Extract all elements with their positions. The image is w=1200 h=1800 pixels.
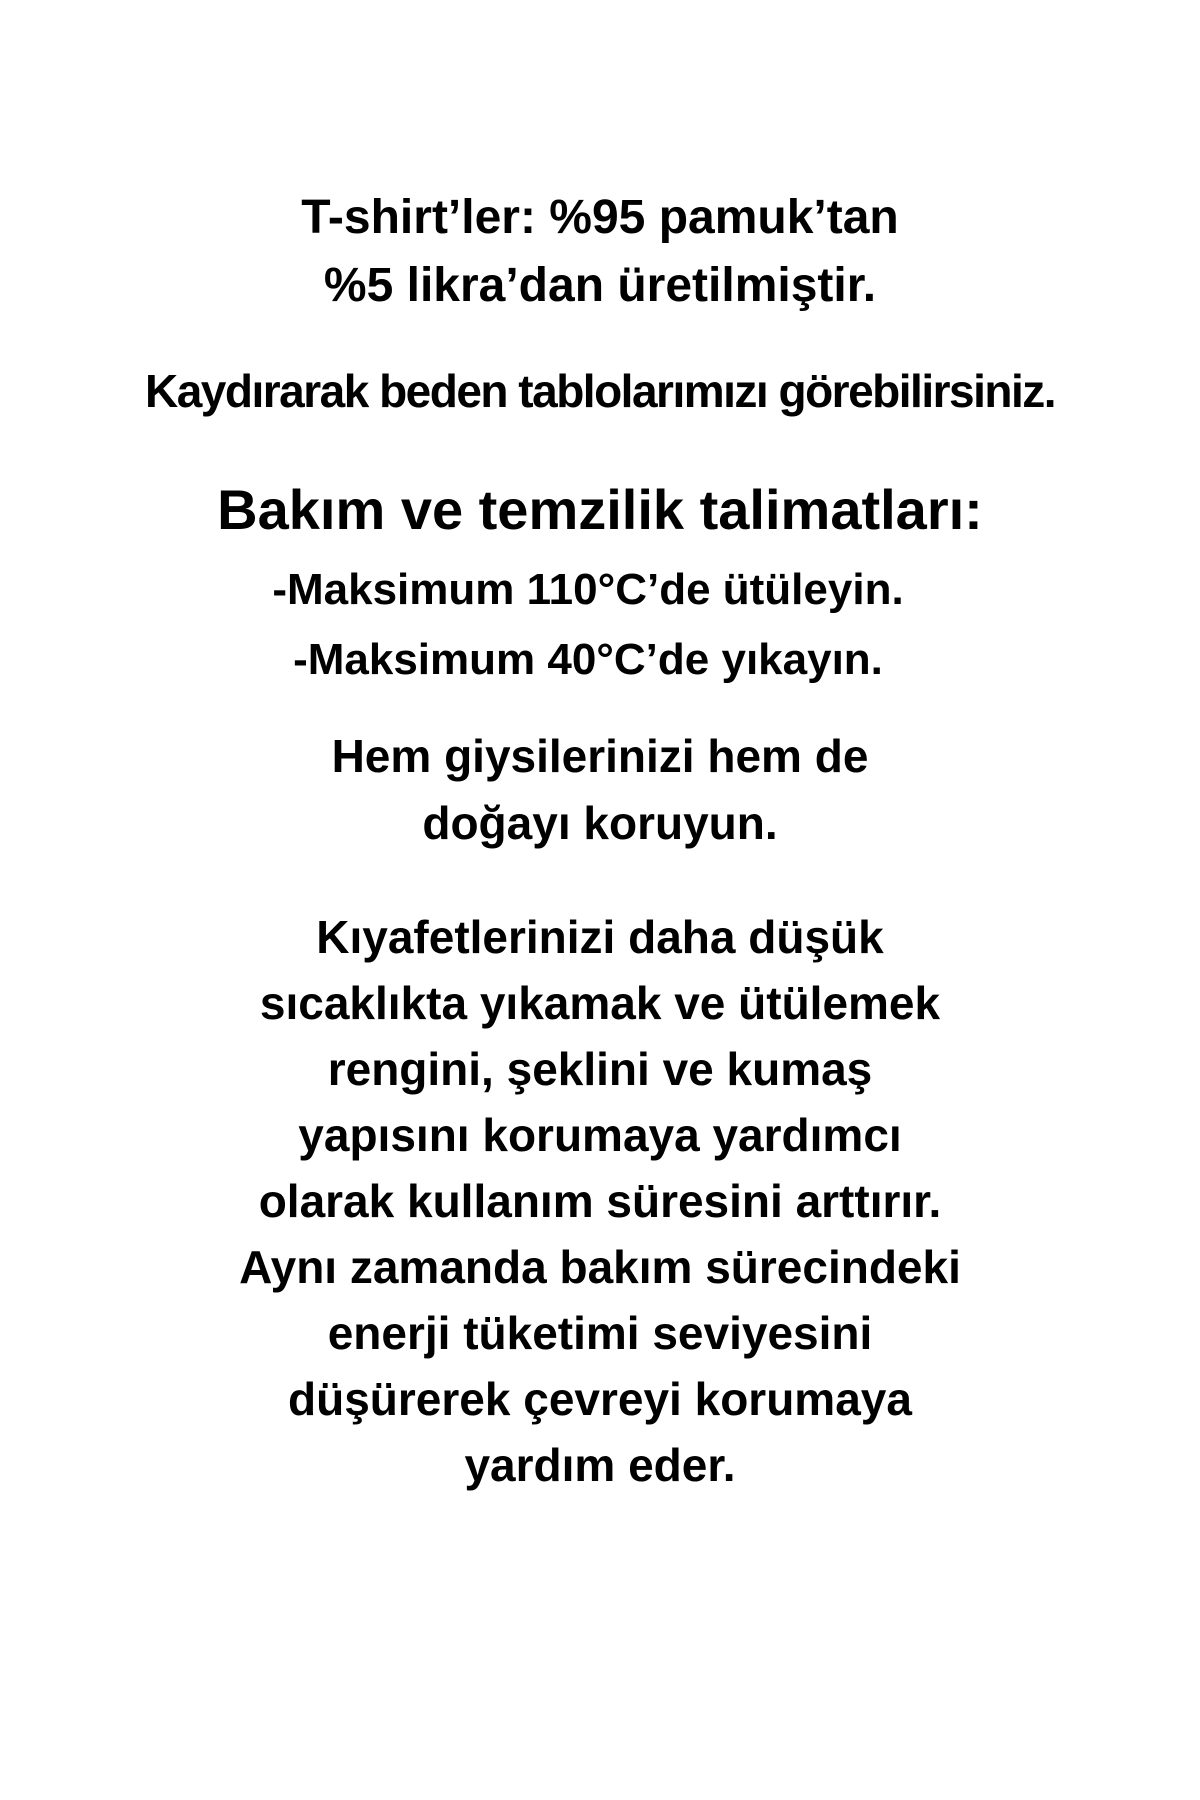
paragraph-line-2: sıcaklıkta yıkamak ve ütülemek [259, 977, 941, 1029]
protect-line-2: doğayı koruyun. [422, 797, 778, 849]
composition-line-2: %5 likra’dan üretilmiştir. [323, 259, 877, 312]
paragraph-line-7: enerji tüketimi seviyesini [327, 1307, 873, 1359]
paragraph-line-8: düşürerek çevreyi korumaya [288, 1373, 912, 1425]
paragraph-line-6: Aynı zamanda bakım sürecindeki [239, 1241, 961, 1293]
composition-line-1: T-shirt’ler: %95 pamuk’tan [301, 191, 899, 244]
paragraph-line-5: olarak kullanım süresini arttırır. [258, 1175, 942, 1227]
paragraph-line-1: Kıyafetlerinizi daha düşük [316, 911, 884, 963]
protect-line-1: Hem giysilerinizi hem de [331, 730, 869, 782]
care-item-ironing: -Maksimum 110°C’de ütüleyin. [272, 565, 904, 614]
scroll-size-chart-note: Kaydırarak beden tablolarımızı görebilirsiniz. [144, 365, 1056, 417]
care-instructions-title: Bakım ve temzilik talimatları: [217, 478, 983, 541]
care-item-washing: -Maksimum 40°C’de yıkayın. [293, 635, 883, 684]
paragraph-line-4: yapısını korumaya yardımcı [298, 1109, 902, 1161]
paragraph-line-9: yardım eder. [464, 1439, 736, 1491]
paragraph-line-3: rengini, şeklini ve kumaş [327, 1043, 873, 1095]
